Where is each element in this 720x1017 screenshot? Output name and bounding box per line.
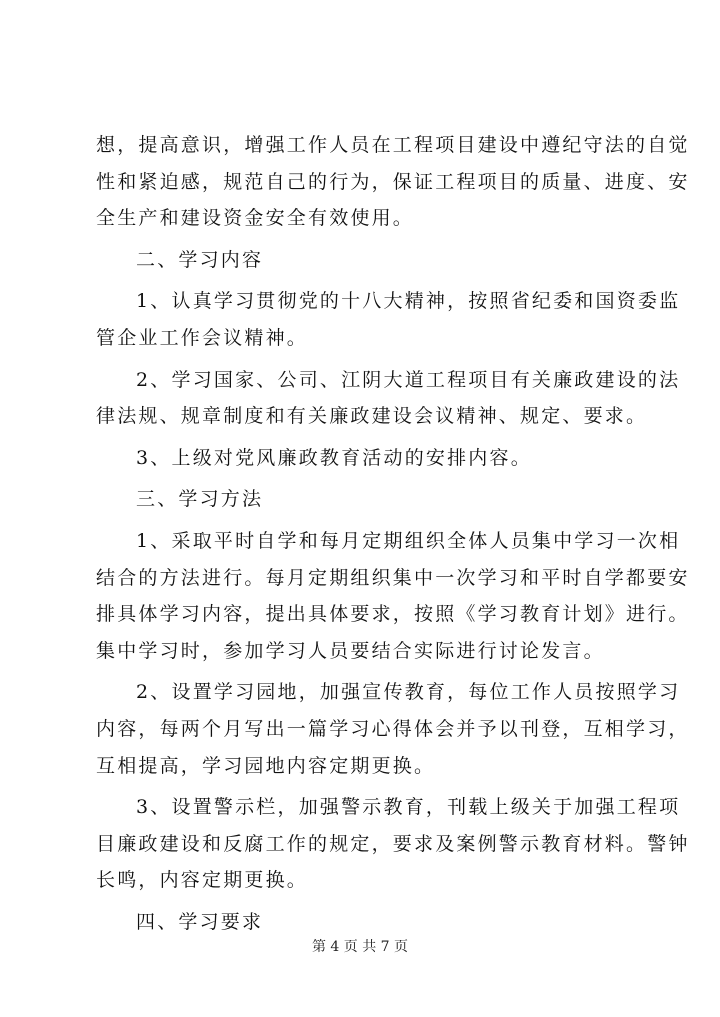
text-line: 2、设置学习园地，加强宣传教育，每位工作人员按照学习 — [136, 681, 681, 704]
page-number-footer: 第 4 页 共 7 页 — [311, 939, 409, 955]
section-heading-content — [96, 242, 636, 279]
text-line: 目廉政建设和反腐工作的规定，要求及案例警示教育材料。警钟 — [96, 832, 690, 855]
text-line: 排具体学习内容，提出具体要求，按照《学习教育计划》进行。 — [96, 603, 690, 626]
method-item-1 — [96, 523, 690, 669]
method-item-3 — [96, 789, 690, 899]
text-line: 律法规、规章制度和有关廉政建设会议精神、规定、要求。 — [96, 405, 648, 428]
list-item-2 — [96, 362, 681, 435]
text-line: 2、学习国家、公司、江阴大道工程项目有关廉政建设的法 — [136, 368, 681, 391]
text-line: 内容，每两个月写出一篇学习心得体会并予以刊登，互相学习， — [96, 717, 690, 740]
text-line: 3、上级对党风廉政教育活动的安排内容。 — [136, 446, 532, 469]
text-line: 全生产和建设资金安全有效使用。 — [96, 207, 415, 230]
paragraph-continuation — [96, 127, 690, 237]
list-item-1 — [96, 283, 681, 356]
text-line: 长鸣，内容定期更换。 — [96, 869, 309, 892]
text-line: 互相提高，学习园地内容定期更换。 — [96, 754, 436, 777]
text-line: 1、认真学习贯彻党的十八大精神，按照省纪委和国资委监 — [136, 290, 681, 313]
text-line: 1、采取平时自学和每月定期组织全体人员集中学习一次相 — [136, 529, 681, 552]
text-line: 结合的方法进行。每月定期组织集中一次学习和平时自学都要安 — [96, 566, 690, 589]
text-line: 管企业工作会议精神。 — [96, 326, 309, 349]
section-heading: 二、学习内容 — [136, 248, 264, 271]
list-item-3 — [96, 440, 636, 477]
text-line: 性和紧迫感，规范自己的行为，保证工程项目的质量、进度、安 — [96, 170, 690, 193]
section-heading: 四、学习要求 — [136, 910, 264, 933]
document-body — [96, 127, 690, 940]
text-line: 集中学习时，参加学习人员要结合实际进行讨论发言。 — [96, 639, 605, 662]
method-item-2 — [96, 674, 690, 784]
text-line: 想，提高意识，增强工作人员在工程项目建设中遵纪守法的自觉 — [96, 134, 690, 156]
section-heading: 三、学习方法 — [136, 488, 264, 511]
section-heading-methods — [96, 481, 636, 518]
section-heading-requirements — [96, 904, 636, 941]
text-line: 3、设置警示栏，加强警示教育，刊载上级关于加强工程项 — [136, 796, 681, 819]
